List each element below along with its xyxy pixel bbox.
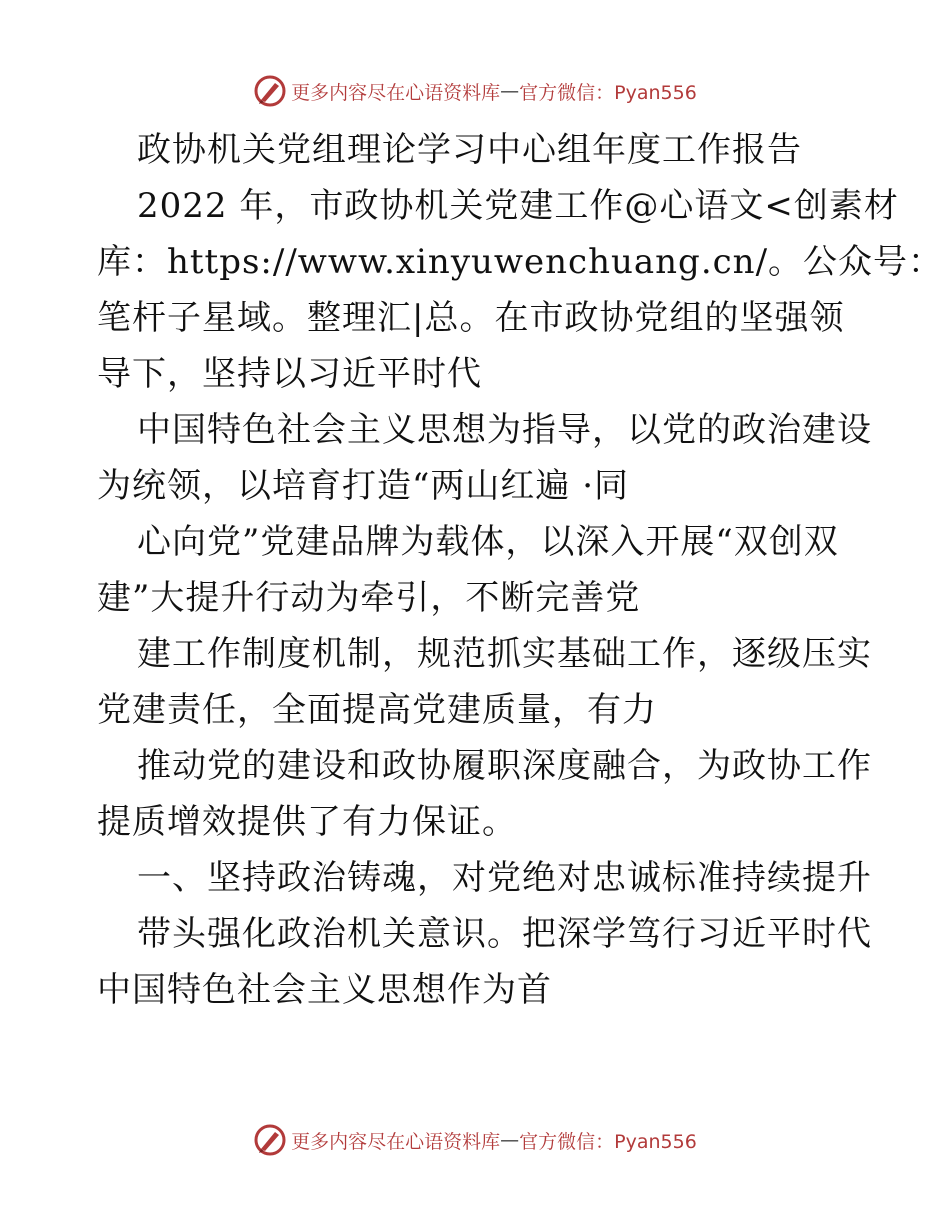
- doc-line: 中国特色社会主义思想为指导，以党的政治建设: [137, 410, 872, 450]
- header-banner: [0, 71, 950, 111]
- banner-separator: —: [500, 80, 520, 102]
- doc-line: 政协机关党组理论学习中心组年度工作报告: [137, 130, 802, 170]
- doc-line: 党建责任，全面提高党建质量，有力: [97, 690, 657, 730]
- doc-line: 推动党的建设和政协履职深度融合，为政协工作: [137, 746, 872, 786]
- doc-line: 带头强化政治机关意识。把深学笃行习近平时代: [137, 914, 872, 954]
- doc-line: 心向党”党建品牌为载体，以深入开展“双创双: [137, 522, 839, 562]
- doc-line: 库：https://www.xinyuwenchuang.cn/。公众号：: [97, 242, 944, 282]
- banner-wechat: 官方微信：Pyan556: [519, 1130, 697, 1153]
- doc-line: 2022 年，市政协机关党建工作@心语文<创素材: [137, 186, 899, 226]
- doc-line: 一、坚持政治铸魂，对党绝对忠诚标准持续提升: [137, 858, 872, 898]
- footer-banner: [0, 1120, 950, 1160]
- doc-line: 导下，坚持以习近平时代: [97, 354, 482, 394]
- doc-line: 建”大提升行动为牵引，不断完善党: [97, 578, 641, 618]
- doc-line: 提质增效提供了有力保证。: [97, 802, 517, 842]
- doc-line: 建工作制度机制，规范抓实基础工作，逐级压实: [137, 634, 872, 674]
- pen-logo-icon: [253, 1123, 287, 1157]
- banner-wechat: 官方微信：Pyan556: [519, 81, 697, 104]
- doc-line: 笔杆子星域。整理汇|总。在市政协党组的坚强领: [97, 298, 845, 338]
- doc-line: 中国特色社会主义思想作为首: [97, 970, 552, 1010]
- banner-separator: —: [500, 1129, 520, 1151]
- banner-brand: 更多内容尽在心语资料库: [291, 81, 501, 104]
- banner-brand: 更多内容尽在心语资料库: [291, 1130, 501, 1153]
- pen-logo-icon: [253, 74, 287, 108]
- doc-line: 为统领，以培育打造“两山红遍 ·同: [97, 466, 629, 506]
- document-body: [97, 122, 944, 1018]
